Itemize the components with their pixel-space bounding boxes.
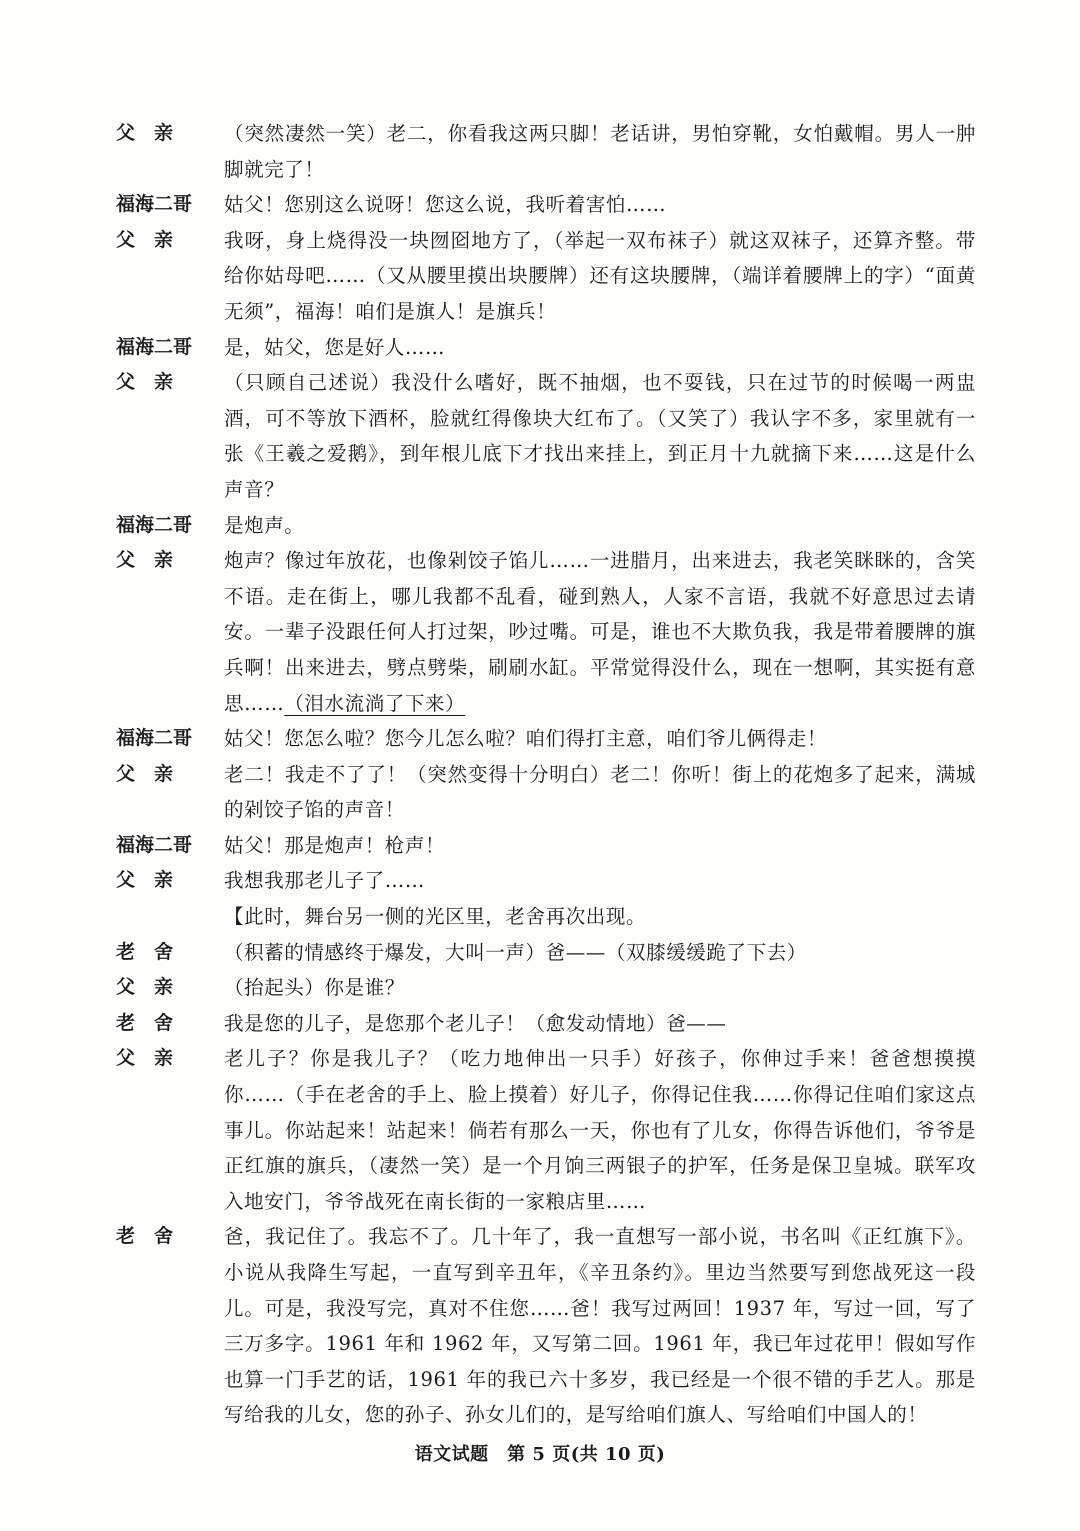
speaker-name: 父 亲 bbox=[116, 762, 174, 785]
speaker-name: 父 亲 bbox=[116, 228, 174, 251]
speaker-name: 父 亲 bbox=[116, 1047, 174, 1070]
dialogue-line: 姑父！您别这么说呀！您这么说，我听着害怕…… bbox=[224, 193, 667, 217]
speaker-name: 福海二哥 bbox=[116, 833, 193, 856]
stage-direction: 【此时，舞台另一侧的光区里，老舍再次出现。 bbox=[224, 905, 647, 929]
dialogue-entry bbox=[116, 330, 976, 366]
speaker-name: 福海二哥 bbox=[116, 727, 193, 750]
dialogue-line: 姑父！那是炮声！枪声！ bbox=[224, 833, 446, 857]
drama-script bbox=[116, 116, 976, 1433]
dialogue-entry bbox=[116, 116, 976, 187]
speaker-name: 福海二哥 bbox=[116, 513, 193, 536]
dialogue-entry bbox=[116, 1006, 976, 1042]
dialogue-line: 爸，我记住了。我忘不了。几十年了，我一直想写一部小说，书名叫《正红旗下》。小说从我降生写起，一直写到辛丑年，《辛丑条约》。里边当然要写到您战死这一段儿。可是，我没写完，真对不住您……爸！我写过两回！1937 年，写过一回，写了三万多字。1961 年和 1962 年，又写第二回。1961 年，我已年过花甲！假如写作也算一门手艺的话，1961 年的我已六十多岁，我已经是一个很不错的手艺人。那是写给我的儿女，您的孙子、孙女儿们的，是写给咱们旗人、写给咱们中国人的！ bbox=[224, 1225, 976, 1427]
dialogue-line: 姑父！您怎么啦？您今儿怎么啦？咱们得打主意，咱们爷儿俩得走！ bbox=[224, 727, 828, 751]
dialogue-line: （只顾自己述说）我没什么嗜好，既不抽烟，也不耍钱，只在过节的时候喝一两盅酒，可不等放下酒杯，脸就红得像块大红布了。（又笑了）我认字不多，家里就有一张《王羲之爱鹅》，到年根儿底下才找出来挂上，到正月十九就摘下来……这是什么声音？ bbox=[224, 371, 976, 501]
speaker-name: 父 亲 bbox=[116, 371, 174, 394]
speaker-name: 父 亲 bbox=[116, 549, 174, 572]
dialogue-entry bbox=[116, 508, 976, 544]
dialogue-line bbox=[224, 543, 976, 721]
dialogue-entry bbox=[116, 187, 976, 223]
speaker-name: 父 亲 bbox=[116, 122, 174, 144]
dialogue-entry bbox=[116, 721, 976, 757]
dialogue-line: 是，姑父，您是好人…… bbox=[224, 335, 446, 359]
dialogue-line: （突然凄然一笑）老二，你看我这两只脚！老话讲，男怕穿靴，女怕戴帽。男人一肿脚就完了！ bbox=[224, 122, 976, 181]
speaker-name: 老 舍 bbox=[116, 1011, 174, 1034]
dialogue-entry bbox=[116, 365, 976, 507]
dialogue-line: 老儿子？你是我儿子？（吃力地伸出一只手）好孩子，你伸过手来！爸爸想摸摸你……（手在老舍的手上、脸上摸着）好儿子，你得记住我……你得记住咱们家这点事儿。你站起来！站起来！倘若有那么一天，你也有了儿女，你得告诉他们，爷爷是正红旗的旗兵，（凄然一笑）是一个月饷三两银子的护军，任务是保卫皇城。联军攻入地安门，爷爷战死在南长街的一家粮店里…… bbox=[224, 1047, 976, 1213]
speaker-name: 父 亲 bbox=[116, 976, 174, 999]
speaker-name: 老 舍 bbox=[116, 940, 174, 963]
dialogue-entry bbox=[116, 863, 976, 899]
dialogue-line: 老二！我走不了了！（突然变得十分明白）老二！你听！街上的花炮多了起来，满城的剁饺子馅的声音！ bbox=[224, 762, 976, 822]
dialogue-entry bbox=[116, 543, 976, 721]
speaker-name: 父 亲 bbox=[116, 869, 174, 892]
speaker-name: 福海二哥 bbox=[116, 335, 193, 358]
dialogue-line: 我呀，身上烧得没一块囫囵地方了，（举起一双布袜子）就这双袜子，还算齐整。带给你姑母吧……（又从腰里摸出块腰牌）还有这块腰牌，（端详着腰牌上的字）“面黄无须”，福海！咱们是旗人！是旗兵！ bbox=[224, 228, 976, 323]
dialogue-entry bbox=[116, 1041, 976, 1219]
dialogue-line: 我想我那老儿子了…… bbox=[224, 869, 426, 893]
dialogue-line: （积蓄的情感终于爆发，大叫一声）爸——（双膝缓缓跪了下去） bbox=[224, 940, 807, 964]
speaker-name: 老 舍 bbox=[116, 1225, 174, 1248]
speaker-name: 福海二哥 bbox=[116, 193, 193, 216]
dialogue-line: 我是您的儿子，是您那个老儿子！（愈发动情地）爸—— bbox=[224, 1011, 727, 1035]
dialogue-entry bbox=[116, 935, 976, 971]
dialogue-line: 是炮声。 bbox=[224, 513, 305, 537]
dialogue-entry bbox=[116, 828, 976, 864]
dialogue-text: 炮声？像过年放花，也像剁饺子馅儿……一进腊月，出来进去，我老笑眯眯的，含笑不语。走在街上，哪儿我都不乱看，碰到熟人，人家不言语，我就不好意思过去请安。一辈子没跟任何人打过架，吵过嘴。可是，谁也不大欺负我，我是带着腰牌的旗兵啊！出来进去，劈点劈柴，刷刷水缸。平常觉得没什么，现在一想啊，其实挺有意思…… bbox=[224, 549, 976, 715]
dialogue-entry bbox=[116, 223, 976, 330]
dialogue-entry bbox=[116, 1219, 976, 1433]
page-footer: 语文试题 第 5 页(共 10 页) bbox=[414, 1444, 666, 1465]
dialogue-entry bbox=[116, 757, 976, 828]
dialogue-line: （抬起头）你是谁？ bbox=[224, 976, 405, 1000]
underlined-stage-note: （泪水流淌了下来） bbox=[284, 691, 466, 715]
dialogue-entry bbox=[116, 970, 976, 1006]
